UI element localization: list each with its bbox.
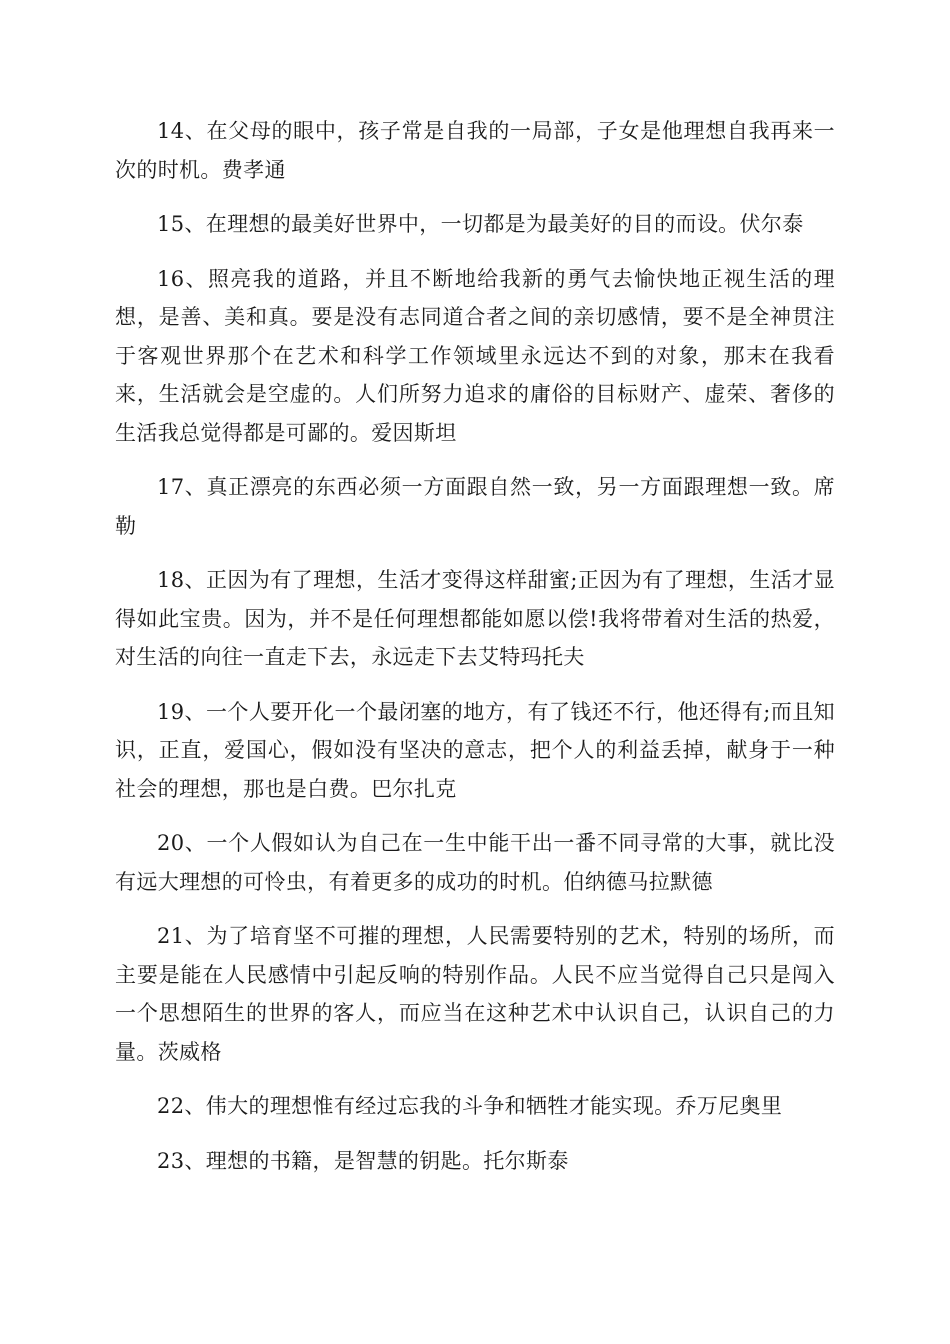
quote-17: 17、真正漂亮的东西必须一方面跟自然一致，另一方面跟理想一致。席勒: [115, 475, 835, 538]
quote-18: 18、正因为有了理想，生活才变得这样甜蜜;正因为有了理想，生活才显得如此宝贵。因为，并不是任何理想都能如愿以偿!我将带着对生活的热爱，对生活的向往一直走下去，永远走下去艾特玛托夫: [115, 568, 835, 669]
quote-list: [115, 112, 835, 1196]
quote-15: 15、在理想的最美好世界中，一切都是为最美好的目的而设。伏尔泰: [157, 212, 804, 236]
quote-23: 23、理想的书籍，是智慧的钥匙。托尔斯泰: [157, 1148, 569, 1173]
quote-19: 19、一个人要开化一个最闭塞的地方，有了钱还不行，他还得有;而且知识，正直，爱国心，假如没有坚决的意志，把个人的利益丢掉，献身于一种社会的理想，那也是白费。巴尔扎克: [115, 699, 836, 801]
quote-22: 22、伟大的理想惟有经过忘我的斗争和牺牲才能实现。乔万尼奥里: [157, 1094, 783, 1118]
quote-16: 16、照亮我的道路，并且不断地给我新的勇气去愉快地正视生活的理想，是善、美和真。要是没有志同道合者之间的亲切感情，要不是全神贯注于客观世界那个在艺术和科学工作领域里永远达不到的对象，那末在我看来，生活就会是空虚的。人们所努力追求的庸俗的目标财产、虚荣、奢侈的生活我总觉得都是可鄙的。爱因斯坦: [115, 266, 835, 445]
quote-20: 20、一个人假如认为自己在一生中能干出一番不同寻常的大事，就比没有远大理想的可怜虫，有着更多的成功的时机。伯纳德马拉默德: [115, 831, 835, 894]
quote-14: 14、在父母的眼中，孩子常是自我的一局部，子女是他理想自我再来一次的时机。费孝通: [115, 119, 835, 182]
quote-21: 21、为了培育坚不可摧的理想，人民需要特别的艺术，特别的场所，而主要是能在人民感情中引起反响的特别作品。人民不应当觉得自己只是闯入一个思想陌生的世界的客人，而应当在这种艺术中认识自己，认识自己的力量。茨威格: [115, 924, 835, 1064]
